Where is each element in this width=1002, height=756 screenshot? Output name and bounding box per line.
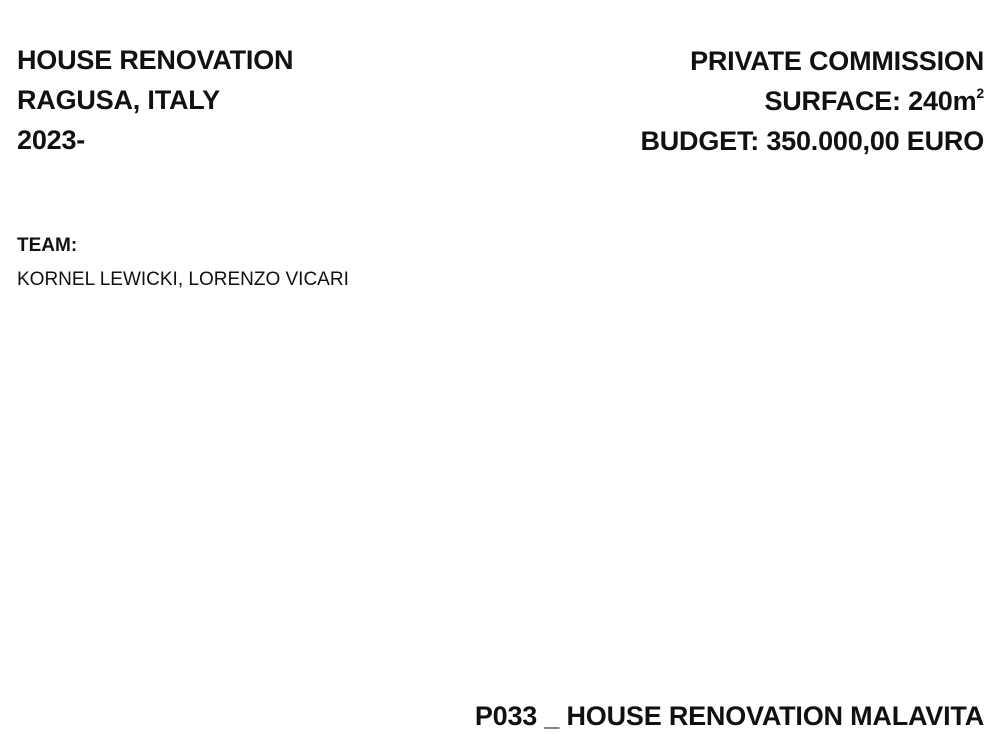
- project-title: HOUSE RENOVATION: [17, 45, 294, 75]
- surface-area: [640, 81, 984, 121]
- team-members: KORNEL LEWICKI, LORENZO VICARI: [17, 269, 349, 290]
- team-label: TEAM:: [17, 235, 78, 256]
- project-code-title: P033 _ HOUSE RENOVATION MALAVITA: [474, 701, 984, 731]
- team-section: [17, 234, 349, 292]
- surface-exponent: 2: [976, 85, 984, 101]
- project-header: [17, 40, 293, 160]
- project-location: RAGUSA, ITALY: [17, 85, 220, 115]
- budget: BUDGET: 350.000,00 EURO: [640, 126, 984, 156]
- commission-type: PRIVATE COMMISSION: [690, 46, 984, 76]
- surface-text: SURFACE: 240m: [764, 86, 977, 116]
- project-info: [640, 41, 984, 161]
- project-year: 2023-: [17, 125, 86, 155]
